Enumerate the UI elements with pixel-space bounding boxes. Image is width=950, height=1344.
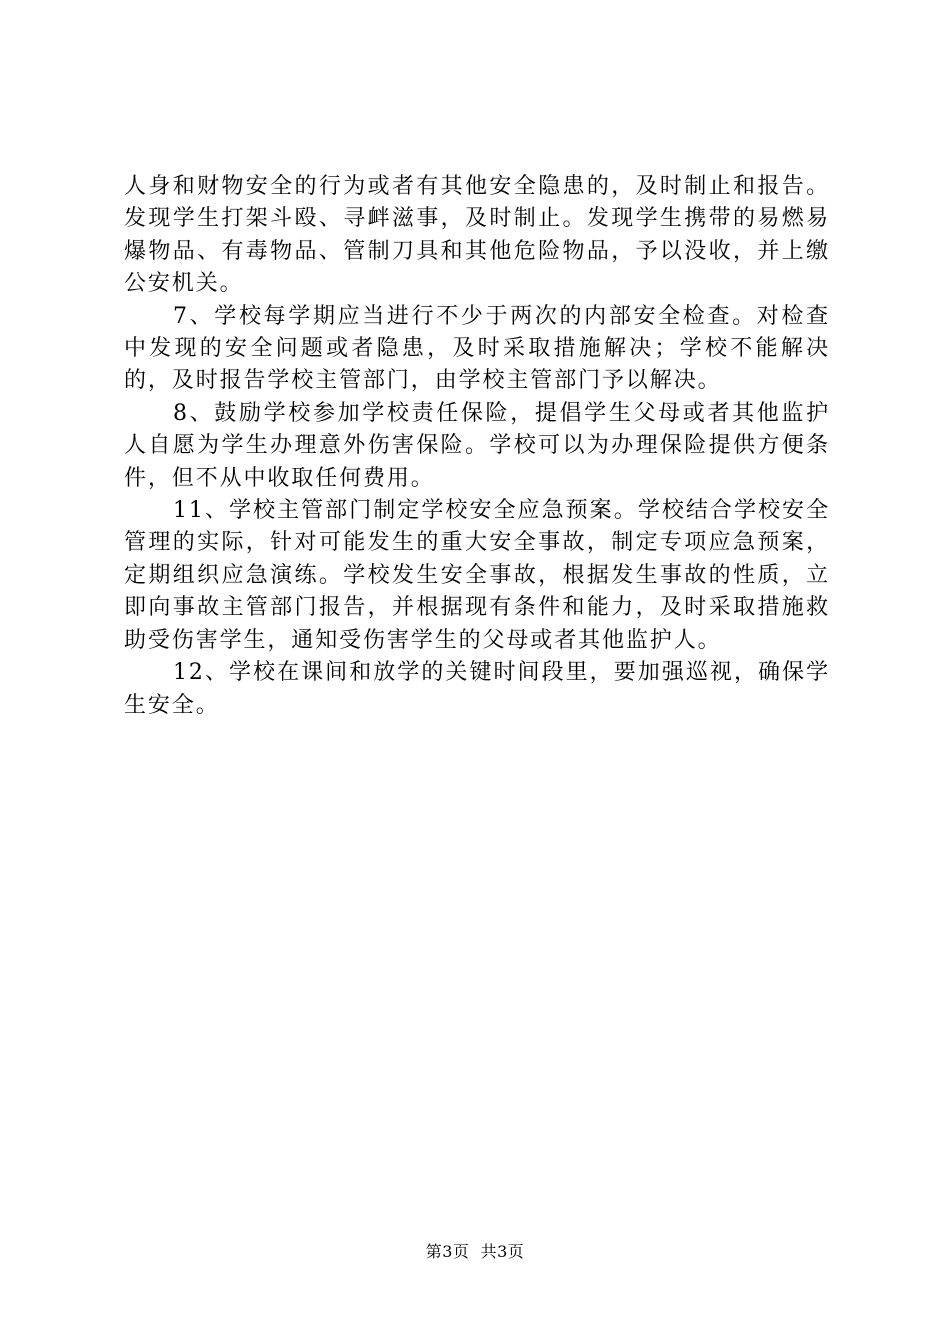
document-body [124, 171, 830, 722]
paragraph-continuation: 人身和财物安全的行为或者有其他安全隐患的，及时制止和报告。发现学生打架斗殴、寻衅滋事，及时制止。发现学生携带的易燃易爆物品、有毒物品、管制刀具和其他危险物品，予以没收，并上缴公安机关。 [124, 174, 830, 297]
paragraph-item-12: 12、学校在课间和放学的关键时间段里，要加强巡视，确保学生安全。 [124, 660, 830, 718]
paragraph-item-8: 8、鼓励学校参加学校责任保险，提倡学生父母或者其他监护人自愿为学生办理意外伤害保险。学校可以为办理保险提供方便条件，但不从中收取任何费用。 [124, 400, 830, 491]
paragraph-item-11: 11、学校主管部门制定学校安全应急预案。学校结合学校安全管理的实际，针对可能发生的重大安全事故，制定专项应急预案，定期组织应急演练。学校发生安全事故，根据发生事故的性质，立即向事故主管部门报告，并根据现有条件和能力，及时采取措施救助受伤害学生，通知受伤害学生的父母或者其他监护人。 [124, 498, 830, 653]
paragraph-item-7: 7、学校每学期应当进行不少于两次的内部安全检查。对检查中发现的安全问题或者隐患，及时采取措施解决；学校不能解决的，及时报告学校主管部门，由学校主管部门予以解决。 [124, 303, 830, 394]
page-number-footer: 第3页 共3页 [425, 1242, 525, 1261]
